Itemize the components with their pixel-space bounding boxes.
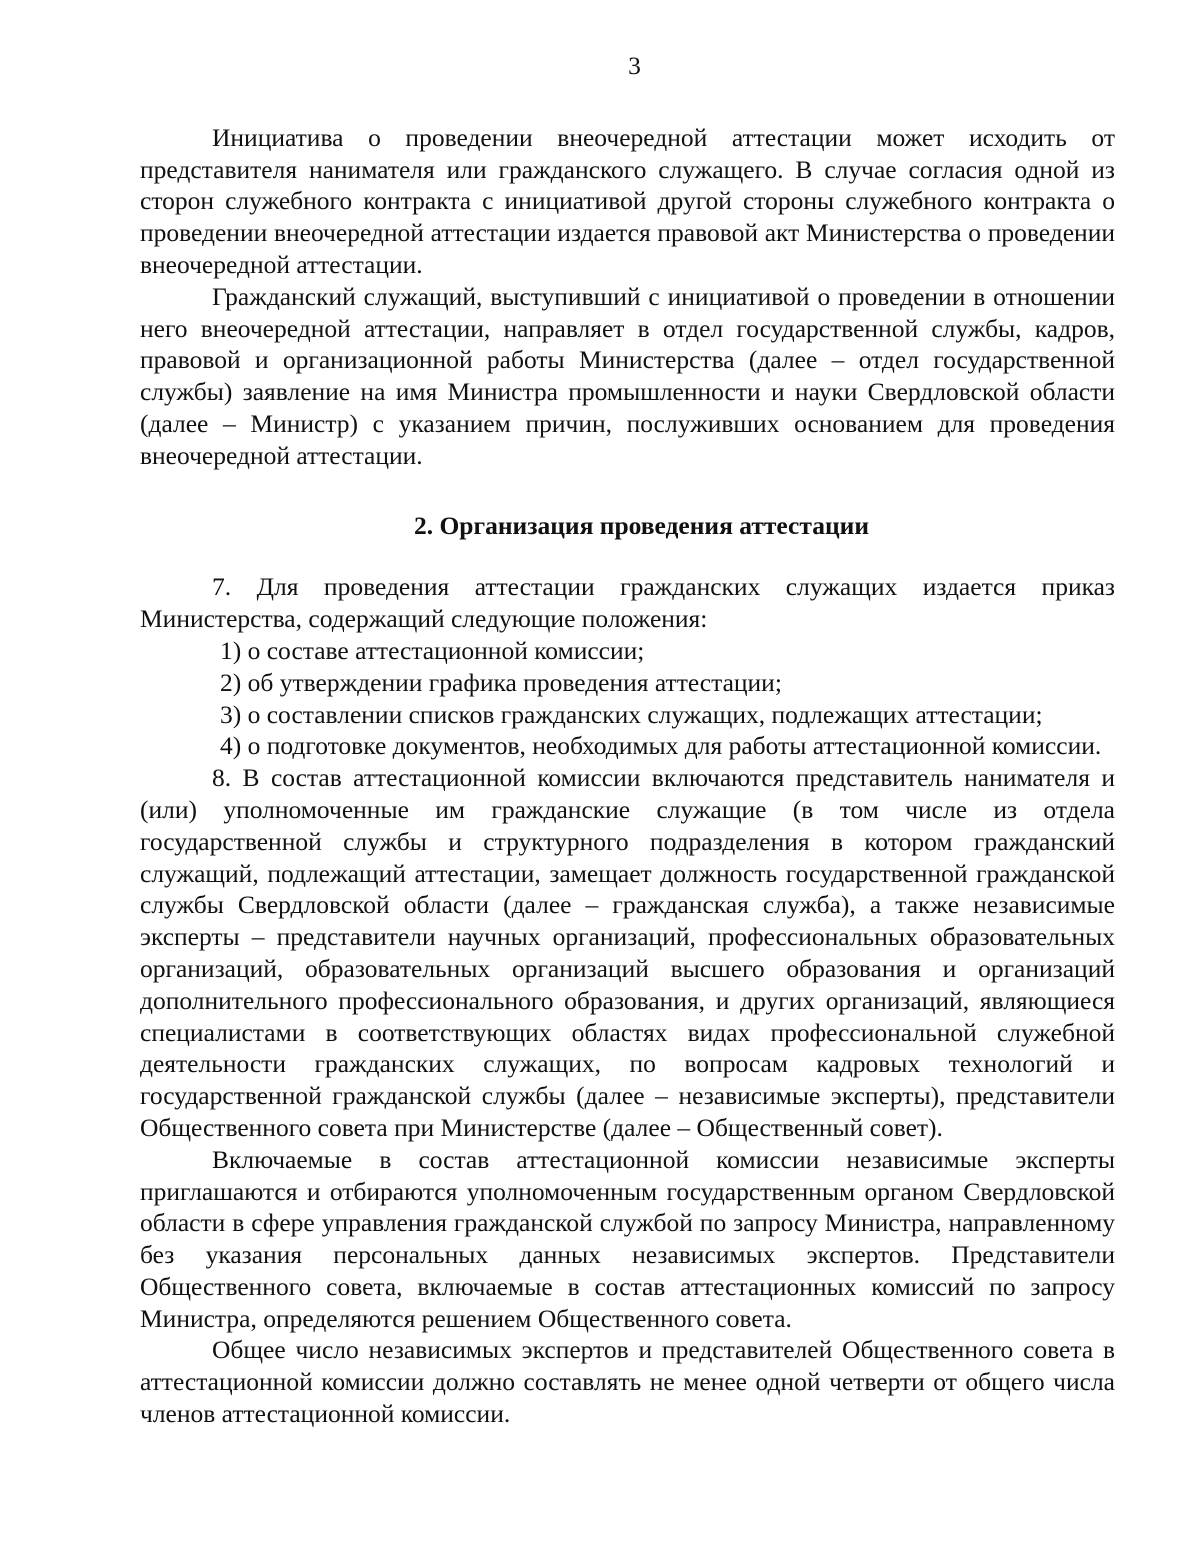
item-7-list-item-3: 3) о составлении списков гражданских служащих, подлежащих аттестации; [220,699,1043,729]
paragraph-total-number: Общее число независимых экспертов и представителей Общественного совета в аттестационной комиссии должно составлять не менее одной четверти от общего числа членов аттестационной комиссии. [140,1335,1115,1429]
item-7-list-item-2: 2) об утверждении графика проведения аттестации; [220,667,782,697]
paragraph-independent-experts: Включаемые в состав аттестационной комиссии независимые эксперты приглашаются и отбираются уполномоченным государственным органом Свердловской области в сфере управления гражданской службой по запросу Министра, направленному без указания персональных данных независимых экспертов. Представители Общественного совета, включаемые в состав аттестационных комиссий по запросу Министра, определяются решением Общественного совета. [140,1144,1115,1333]
item-7-list-item-4: 4) о подготовке документов, необходимых для работы аттестационной комиссии. [220,731,1102,761]
paragraph-civil-servant-application: Гражданский служащий, выступивший с инициативой о проведении в отношении него внеочередной аттестации, направляет в отдел государственной службы, кадров, правовой и организационной работы Министерства (далее – отдел государственной службы) заявление на имя Министра промышленности и науки Свердловской области (далее – Министр) с указанием причин, послуживших основанием для проведения внеочередной аттестации. [140,281,1115,470]
section-heading: 2. Организация проведения аттестации [413,510,870,540]
paragraph-initiative: Инициатива о проведении внеочередной аттестации может исходить от представителя нанимателя или гражданского служащего. В случае согласия одной из сторон служебного контракта с инициативой другой стороны служебного контракта о проведении внеочередной аттестации издается правовой акт Министерства о проведении внеочередной аттестации. [140,122,1115,279]
item-7-list-item-1: 1) о составе аттестационной комиссии; [220,635,645,665]
item-7-intro: 7. Для проведения аттестации гражданских служащих издается приказ Министерства, содержащий следующие положения: [140,572,1115,634]
page-number: 3 [628,51,641,80]
item-8-commission-composition: 8. В состав аттестационной комиссии включаются представитель нанимателя и (или) уполномоченные им гражданские служащие (в том числе из отдела государственной службы и структурного подразделения в котором гражданский служащий, подлежащий аттестации, замещает должность государственной гражданской службы Свердловской области (далее – гражданская служба), а также независимые эксперты – представители научных организаций, профессиональных образовательных организаций, образовательных организаций высшего образования и организаций дополнительного профессионального образования, и других организаций, являющиеся специалистами в соответствующих областях видах профессиональной служебной деятельности гражданских служащих, по вопросам кадровых технологий и государственной гражданской службы (далее – независимые эксперты), представители Общественного совета при Министерстве (далее – Общественный совет). [140,763,1115,1142]
document-page [140,50,1115,1430]
